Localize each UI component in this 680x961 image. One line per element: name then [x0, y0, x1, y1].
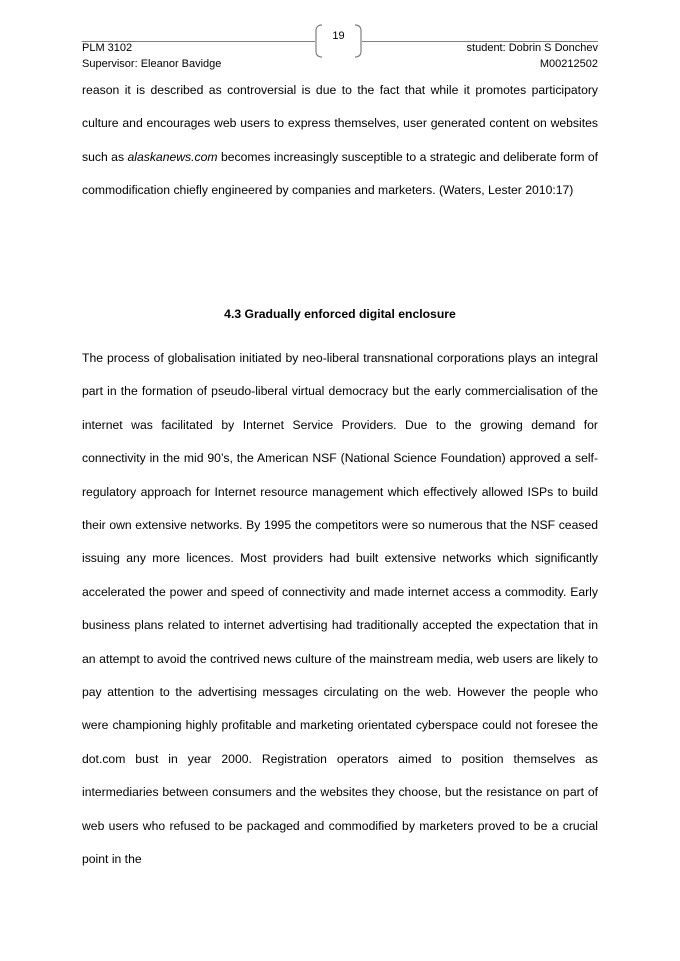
- student-name: student: Dobrin S Donchev: [466, 42, 598, 54]
- website-name: alaskanews.com: [127, 149, 218, 164]
- supervisor-name: Supervisor: Eleanor Bavidge: [82, 58, 222, 70]
- paragraph-2: The process of globalisation initiated by neo-liberal transnational corporations plays an integral part in the formation of pseudo-liberal virtual democracy but the early commercialisation of the internet was facilitated by Internet Service Providers. Due to the growing demand for connectivity in the mid 90’s, the American NSF (National Science Foundation) approved a self-regulatory approach for Internet resource management which effectively allowed ISPs to build their own extensive networks. By 1995 the competitors were so numerous that the NSF ceased issuing any more licences. Most providers had built extensive networks which significantly accelerated the power and speed of connectivity and made internet access a commodity. Early business plans related to internet advertising had traditionally accepted the expectation that in an attempt to avoid the contrived news culture of the mainstream media, web users are likely to pay attention to the advertising messages circulating on the web. However the people who were championing highly profitable and marketing orientated cyberspace could not foresee the dot.com bust in year 2000. Registration operators aimed to position themselves as intermediaries between consumers and the websites they choose, but the resistance on part of web users who refused to be packaged and commodified by marketers proved to be a crucial point in the: [82, 351, 598, 867]
- page-number: 19: [332, 30, 345, 42]
- page-number-bracket: [315, 24, 362, 58]
- paragraph-1: [82, 74, 598, 208]
- student-id: M00212502: [539, 58, 598, 70]
- paragraph-1-text-end: becomes increasingly susceptible to a strategic and deliberate form of commodification chiefly engineered by companies and marketers. (Waters, Lester 2010:17): [82, 149, 598, 198]
- section-heading: 4.3 Gradually enforced digital enclosure: [224, 307, 456, 321]
- course-code: PLM 3102: [82, 42, 133, 54]
- paragraph-1-text-start: reason it is described as controversial is due to the fact that while it promotes participatory culture and encourages web users to express themselves, user generated content on websites such as: [82, 83, 598, 164]
